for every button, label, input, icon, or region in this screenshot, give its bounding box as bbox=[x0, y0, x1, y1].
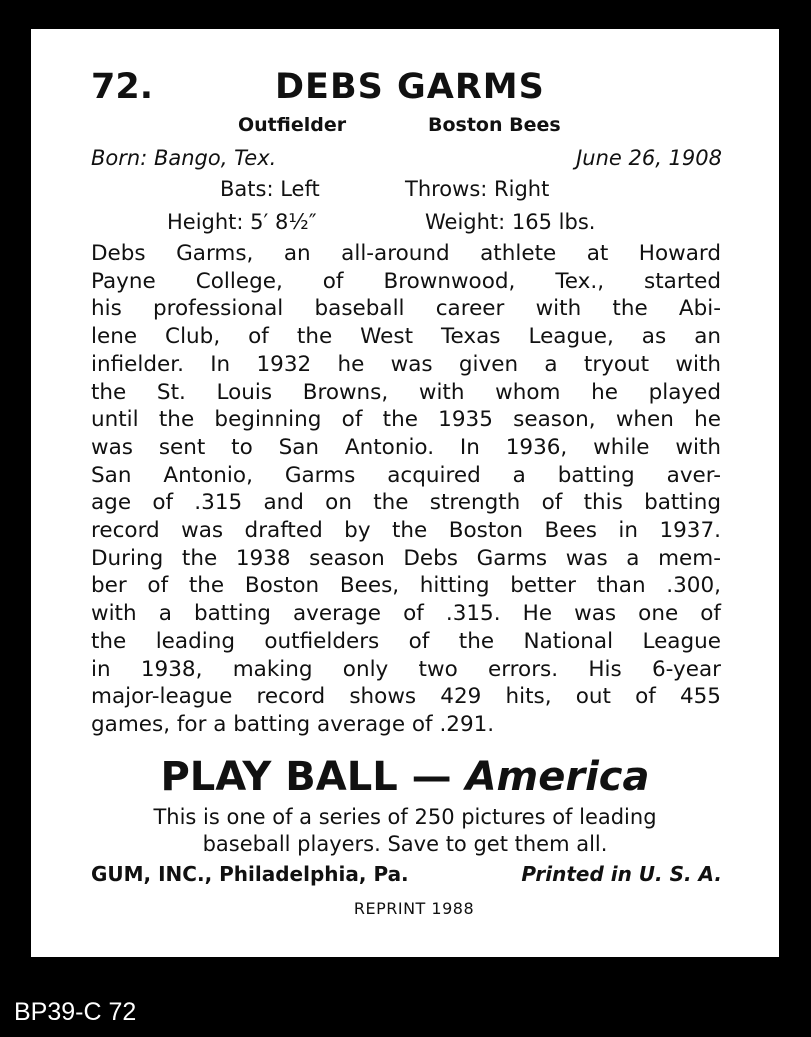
slogan-main: PLAY BALL — bbox=[160, 754, 452, 800]
bio-line: San Antonio, Garms acquired a batting aver- bbox=[91, 462, 721, 488]
bio-line: the St. Louis Browns, with whom he played bbox=[91, 379, 721, 405]
bio-line: games, for a batting average of .291. bbox=[91, 711, 495, 737]
bio-line: his professional baseball career with the Abi- bbox=[91, 296, 721, 322]
weight: Weight: 165 lbs. bbox=[425, 210, 596, 234]
slogan-america: America bbox=[465, 754, 650, 800]
bio-line: until the beginning of the 1935 season, when he bbox=[91, 407, 721, 433]
player-team: Boston Bees bbox=[428, 114, 561, 136]
bio-line: with a batting average of .315. He was one of bbox=[91, 601, 721, 627]
card-back bbox=[31, 29, 779, 957]
bio-line: was sent to San Antonio. In 1936, while with bbox=[91, 434, 721, 460]
bio-line: Debs Garms, an all-around athlete at Howard bbox=[91, 241, 721, 266]
series-line: baseball players. Save to get them all. bbox=[202, 832, 608, 856]
bio-line: Payne College, of Brownwood, Tex., started bbox=[91, 268, 721, 294]
printed-in: Printed in U. S. A. bbox=[521, 862, 722, 886]
bio-line: ber of the Boston Bees, hitting better than .300, bbox=[91, 573, 721, 599]
birthplace: Born: Bango, Tex. bbox=[91, 146, 277, 170]
bio-line: age of .315 and on the strength of this batting bbox=[91, 490, 721, 516]
bio-line: the leading outfielders of the National League bbox=[91, 628, 721, 654]
throws: Throws: Right bbox=[405, 177, 550, 201]
publisher: GUM, INC., Philadelphia, Pa. bbox=[91, 862, 409, 886]
reprint-note: REPRINT 1988 bbox=[353, 899, 475, 918]
card-number: 72. bbox=[91, 67, 154, 107]
bio-line: major-league record shows 429 hits, out of 455 bbox=[91, 684, 721, 710]
birth-date: June 26, 1908 bbox=[576, 146, 722, 170]
height: Height: 5′ 8½″ bbox=[167, 210, 317, 234]
player-name: DEBS GARMS bbox=[275, 67, 545, 107]
player-position: Outfielder bbox=[238, 114, 347, 136]
bio-line: in 1938, making only two errors. His 6-year bbox=[91, 656, 721, 682]
catalog-label: BP39-C 72 bbox=[14, 998, 137, 1026]
biography bbox=[91, 240, 721, 739]
bio-line: infielder. In 1932 he was given a tryout with bbox=[91, 351, 721, 377]
slogan bbox=[31, 754, 779, 800]
bio-line: During the 1938 season Debs Garms was a mem- bbox=[91, 545, 721, 571]
bio-line: record was drafted by the Boston Bees in 1937. bbox=[91, 518, 721, 544]
bats: Bats: Left bbox=[220, 177, 320, 201]
series-line: This is one of a series of 250 pictures of leading bbox=[153, 805, 657, 829]
series-note bbox=[31, 804, 779, 858]
bio-line: lene Club, of the West Texas League, as an bbox=[91, 324, 721, 350]
